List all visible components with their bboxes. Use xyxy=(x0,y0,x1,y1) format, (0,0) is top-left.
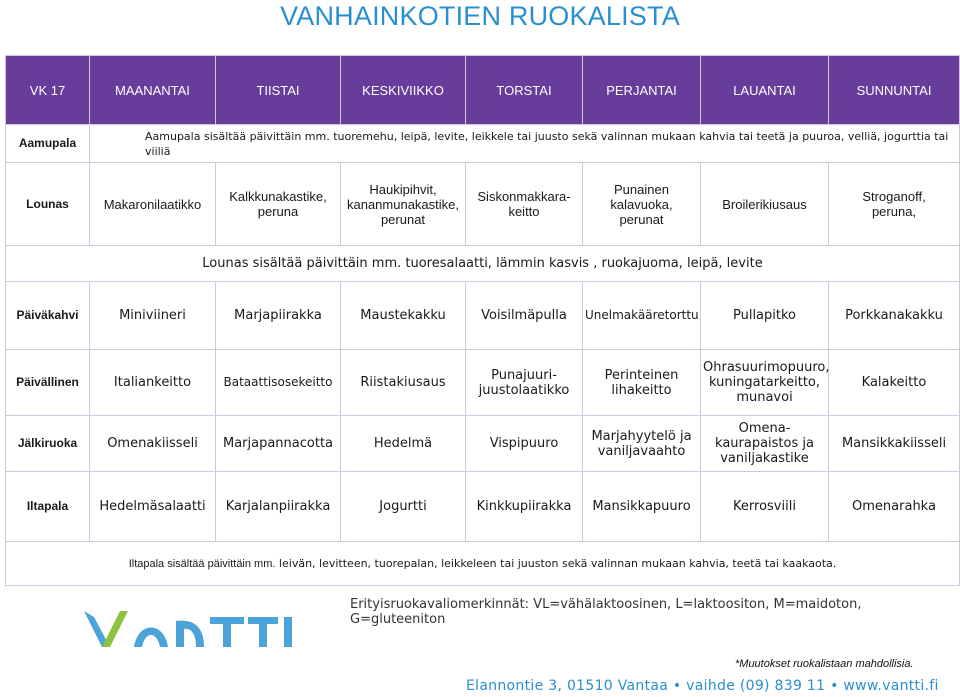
iltapala-note-rest: leivän, levitteen, tuorepalan, leikkeleen tai juuston sekä valinnan mukaan kahvia, teetä tai kaakaota. xyxy=(275,557,837,570)
row-lounas xyxy=(6,163,960,246)
lounas-saturday: Broilerikiusaus xyxy=(701,163,829,246)
day-header-sunday: SUNNUNTAI xyxy=(829,56,960,125)
paivakahvi-friday: Unelmakääretorttu xyxy=(583,282,701,350)
row-iltapala xyxy=(6,472,960,542)
paivallinen-sunday: Kalakeitto xyxy=(829,350,960,416)
lounas-sunday: Stroganoff, peruna, xyxy=(829,163,960,246)
row-paivakahvi xyxy=(6,282,960,350)
header-row xyxy=(6,56,960,125)
paivallinen-saturday: Ohrasuurimopuuro, kuningatarkeitto, munavoi xyxy=(701,350,829,416)
jalkiruoka-sunday: Mansikkakiisseli xyxy=(829,416,960,472)
row-label-iltapala: Iltapala xyxy=(6,472,90,542)
iltapala-note xyxy=(6,542,960,586)
jalkiruoka-friday: Marjahyytelö ja vaniljavaahto xyxy=(583,416,701,472)
row-iltapala-note xyxy=(6,542,960,586)
day-header-thursday: TORSTAI xyxy=(466,56,583,125)
row-aamupala xyxy=(6,125,960,163)
paivallinen-thursday: Punajuuri- juustolaatikko xyxy=(466,350,583,416)
jalkiruoka-wednesday: Hedelmä xyxy=(341,416,466,472)
paivallinen-wednesday: Riistakiusaus xyxy=(341,350,466,416)
menu-table xyxy=(5,55,960,586)
row-paivallinen xyxy=(6,350,960,416)
row-lounas-note xyxy=(6,246,960,282)
contact-info: Elannontie 3, 01510 Vantaa • vaihde (09) 839 11 • www.vantti.fi xyxy=(466,678,939,694)
paivallinen-friday: Perinteinen lihakeitto xyxy=(583,350,701,416)
iltapala-sunday: Omenarahka xyxy=(829,472,960,542)
paivakahvi-wednesday: Maustekakku xyxy=(341,282,466,350)
lounas-friday: Punainen kalavuoka, perunat xyxy=(583,163,701,246)
day-header-wednesday: KESKIVIIKKO xyxy=(341,56,466,125)
lounas-note: Lounas sisältää päivittäin mm. tuoresalaatti, lämmin kasvis , ruokajuoma, leipä, levite xyxy=(6,246,960,282)
lounas-wednesday: Haukipihvit, kananmunakastike, perunat xyxy=(341,163,466,246)
paivakahvi-tuesday: Marjapiirakka xyxy=(216,282,341,350)
day-header-saturday: LAUANTAI xyxy=(701,56,829,125)
vantti-logo xyxy=(80,599,300,659)
iltapala-saturday: Kerrosviili xyxy=(701,472,829,542)
day-header-friday: PERJANTAI xyxy=(583,56,701,125)
row-label-paivakahvi: Päiväkahvi xyxy=(6,282,90,350)
footer xyxy=(0,585,960,697)
aamupala-note: Aamupala sisältää päivittäin mm. tuoremehu, leipä, levite, leikkele tai juusto sekä valinnan mukaan kahvia tai teetä ja puuroa, velliä, jogurttia tai viiliä xyxy=(90,125,960,163)
page-title: VANHAINKOTIEN RUOKALISTA xyxy=(280,1,680,31)
lounas-monday: Makaronilaatikko xyxy=(90,163,216,246)
paivallinen-tuesday: Bataattisosekeitto xyxy=(216,350,341,416)
paivakahvi-sunday: Porkkanakakku xyxy=(829,282,960,350)
changes-note: *Muutokset ruokalistaan mahdollisia. xyxy=(735,658,914,670)
special-diets-legend: Erityisruokavaliomerkinnät: VL=vähälaktoosinen, L=laktoositon, M=maidoton, G=gluteeniton xyxy=(350,597,862,627)
iltapala-note-lead: Iltapala sisältää päivittäin mm. xyxy=(128,558,276,570)
jalkiruoka-tuesday: Marjapannacotta xyxy=(216,416,341,472)
row-jalkiruoka xyxy=(6,416,960,472)
paivallinen-monday: Italiankeitto xyxy=(90,350,216,416)
lounas-tuesday: Kalkkunakastike, peruna xyxy=(216,163,341,246)
paivakahvi-saturday: Pullapitko xyxy=(701,282,829,350)
jalkiruoka-monday: Omenakiisseli xyxy=(90,416,216,472)
iltapala-friday: Mansikkapuuro xyxy=(583,472,701,542)
row-label-jalkiruoka: Jälkiruoka xyxy=(6,416,90,472)
paivakahvi-thursday: Voisilmäpulla xyxy=(466,282,583,350)
jalkiruoka-saturday: Omena- kaurapaistos ja vaniljakastike xyxy=(701,416,829,472)
day-header-monday: MAANANTAI xyxy=(90,56,216,125)
week-header: VK 17 xyxy=(6,56,90,125)
jalkiruoka-thursday: Vispipuuro xyxy=(466,416,583,472)
day-header-tuesday: TIISTAI xyxy=(216,56,341,125)
paivakahvi-monday: Miniviineri xyxy=(90,282,216,350)
row-label-paivallinen: Päivällinen xyxy=(6,350,90,416)
iltapala-thursday: Kinkkupiirakka xyxy=(466,472,583,542)
row-label-lounas: Lounas xyxy=(6,163,90,246)
iltapala-tuesday: Karjalanpiirakka xyxy=(216,472,341,542)
iltapala-wednesday: Jogurtti xyxy=(341,472,466,542)
iltapala-monday: Hedelmäsalaatti xyxy=(90,472,216,542)
row-label-aamupala: Aamupala xyxy=(6,125,90,163)
lounas-thursday: Siskonmakkara- keitto xyxy=(466,163,583,246)
